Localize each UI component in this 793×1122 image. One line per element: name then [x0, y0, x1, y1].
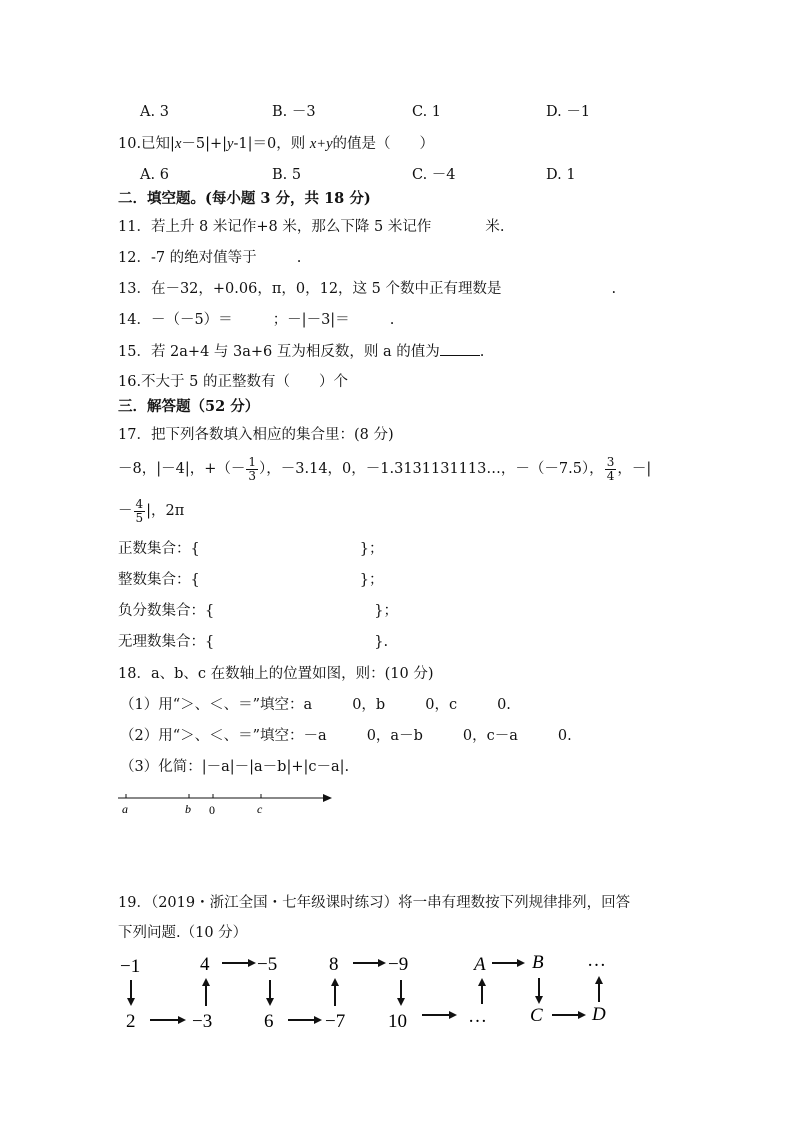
- set-neg-fraction-label: 负分数集合：{: [118, 603, 215, 619]
- q9-option-b: B. －3: [272, 104, 316, 120]
- q10-option-a: A. 6: [140, 167, 169, 183]
- q18-p2-a: （2）用“＞、＜、＝”填空：－a: [120, 728, 327, 744]
- question-17-title: 17．把下列各数填入相应的集合里：(8 分): [118, 427, 394, 443]
- q18-p2-d: 0.: [557, 728, 572, 744]
- seq-bottom-6: …: [468, 1006, 487, 1027]
- seq-bottom-8: D: [592, 1004, 606, 1025]
- q11-end: 米.: [485, 219, 505, 235]
- q15-text: 15．若 2a+4 与 3a+6 互为相反数，则 a 的值为: [118, 344, 440, 360]
- question-14: [118, 310, 394, 330]
- q18-p1-d: 0.: [497, 697, 511, 713]
- q10-suffix: 的值是（ ）: [332, 136, 434, 152]
- question-10: [118, 134, 434, 154]
- q18-p1-c: 0，c: [425, 697, 458, 713]
- q10-option-b: B. 5: [272, 167, 302, 183]
- q17-line2-b: |，2π: [146, 503, 185, 519]
- question-16: 16.不大于 5 的正整数有（ ）个: [118, 374, 349, 390]
- set-integer-end: }；: [359, 572, 384, 588]
- q18-p2-b: 0，a－b: [366, 728, 423, 744]
- q14-part2: ；－|－3|＝: [272, 312, 350, 328]
- question-11: [118, 217, 504, 237]
- seq-top-8: …: [587, 950, 606, 971]
- question-12: [118, 248, 301, 268]
- seq-bottom-5: 10: [388, 1011, 407, 1032]
- question-18-part2: [120, 726, 572, 746]
- q17-line2-a: －: [118, 503, 133, 519]
- set-integer: [118, 570, 383, 590]
- section-3-title: 三．解答题（52 分）: [118, 398, 260, 415]
- q11-text: 11．若上升 8 米记作+8 米，那么下降 5 米记作: [118, 219, 432, 235]
- frac1-den: 3: [248, 468, 257, 483]
- q14-part1: 14．－（－5）＝: [118, 312, 233, 328]
- q17-line1-c: ，－|: [617, 461, 652, 477]
- axis-label-c: c: [257, 802, 263, 816]
- set-positive-label: 正数集合：{: [118, 541, 200, 557]
- q12-text: 12．-7 的绝对值等于: [118, 250, 257, 266]
- seq-top-3: −5: [257, 954, 278, 975]
- q18-p2-c: 0，c－a: [462, 728, 518, 744]
- seq-top-4: 8: [329, 954, 339, 975]
- question-15: [118, 341, 484, 362]
- seq-top-2: 4: [200, 954, 210, 975]
- number-line-figure: [112, 786, 342, 822]
- seq-bottom-3: 6: [264, 1011, 274, 1032]
- set-negative-fraction: [118, 601, 398, 621]
- section-2-title: 二．填空题。(每小题 3 分，共 18 分): [118, 190, 371, 207]
- frac2-den: 4: [606, 468, 615, 483]
- set-positive-end: }；: [359, 541, 384, 557]
- seq-top-6: A: [474, 954, 486, 975]
- seq-bottom-2: −3: [192, 1011, 213, 1032]
- question-17-numbers-line2: [118, 494, 184, 528]
- question-19-line2: 下列问题.（10 分）: [118, 925, 248, 941]
- q17-line1-a: －8，|－4|，+（－: [118, 461, 246, 477]
- axis-label-zero: 0: [209, 803, 215, 817]
- q10-option-c: C. －4: [412, 167, 456, 183]
- set-positive: [118, 539, 383, 559]
- q10-mid2: -1|＝0，则: [233, 136, 310, 152]
- question-18-title: 18．a、b、c 在数轴上的位置如图，则：(10 分): [118, 666, 434, 682]
- q10-prefix: 10.已知|: [118, 136, 175, 152]
- q9-option-a: A. 3: [140, 104, 169, 120]
- question-17-numbers-line1: [118, 452, 651, 486]
- question-13: [118, 279, 616, 299]
- set-integer-label: 整数集合：{: [118, 572, 200, 588]
- q9-option-d: D. －1: [546, 104, 591, 120]
- seq-top-1: −1: [120, 956, 141, 977]
- q18-p1-b: 0，b: [352, 697, 386, 713]
- q12-end: .: [296, 250, 302, 266]
- q9-option-c: C. 1: [412, 104, 442, 120]
- set-irrational: [118, 632, 388, 652]
- set-neg-fraction-end: }；: [374, 603, 398, 619]
- seq-bottom-7: C: [530, 1005, 543, 1026]
- q10-mid1: －5|+|: [181, 136, 228, 152]
- number-line-arrow: [323, 794, 332, 802]
- seq-bottom-4: −7: [325, 1011, 346, 1032]
- axis-label-a: a: [122, 802, 128, 816]
- q17-line1-b: ），－3.14，0，－1.3131131113…，－（－7.5），: [259, 461, 604, 477]
- q10-var-x: x: [174, 136, 182, 152]
- question-19-line1: 19．（2019・浙江全国・七年级课时练习）将一串有理数按下列规律排列，回答: [118, 895, 631, 911]
- q10-var-y: y: [227, 136, 234, 152]
- q18-p1-a: （1）用“＞、＜、＝”填空：a: [120, 697, 313, 713]
- fraction-three-quarters: [605, 456, 617, 483]
- set-irrational-label: 无理数集合：{: [118, 634, 215, 650]
- sequence-pattern-figure: [112, 948, 632, 1038]
- q15-blank: [440, 341, 480, 356]
- question-18-part1: [120, 695, 511, 715]
- frac2-num: 3: [606, 454, 615, 469]
- seq-top-5: −9: [388, 954, 409, 975]
- q10-var-xy: x+y: [309, 136, 333, 152]
- q15-end: .: [479, 344, 485, 360]
- fraction-one-third: [246, 456, 258, 483]
- fraction-four-fifths: [134, 498, 146, 525]
- seq-bottom-1: 2: [126, 1011, 136, 1032]
- frac3-num: 4: [135, 496, 144, 511]
- q10-option-d: D. 1: [546, 167, 576, 183]
- set-irrational-end: }.: [374, 634, 389, 650]
- seq-top-7: B: [532, 952, 544, 973]
- question-18-part3: （3）化简：|－a|－|a－b|+|c－a|.: [120, 759, 350, 775]
- q14-end: .: [389, 312, 395, 328]
- frac3-den: 5: [135, 510, 144, 525]
- axis-label-b: b: [185, 802, 191, 816]
- frac1-num: 1: [248, 454, 257, 469]
- q13-text: 13．在－32，+0.06，π，0，12，这 5 个数中正有理数是: [118, 281, 502, 297]
- q13-end: .: [611, 281, 617, 297]
